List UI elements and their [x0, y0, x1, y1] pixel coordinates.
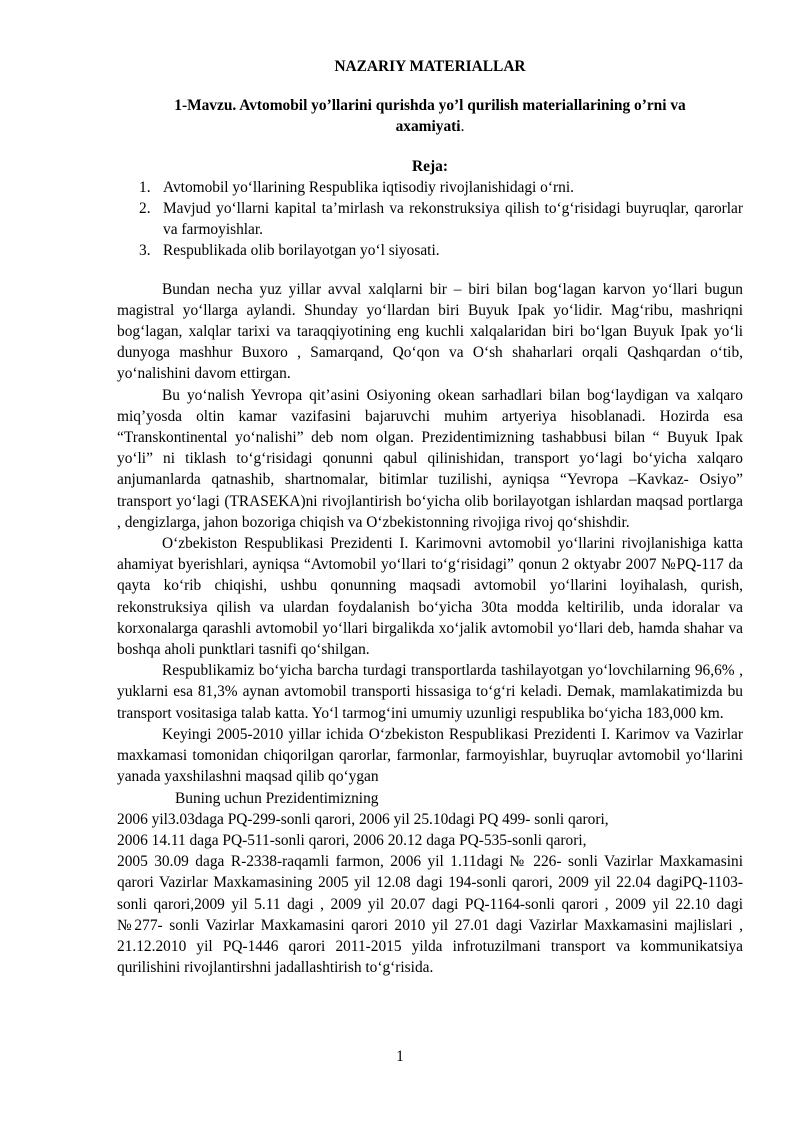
topic-title: [117, 95, 743, 137]
topic-title-period: .: [460, 118, 465, 136]
topic-title-text: 1-Mavzu. Avtomobil yo’llarini qurishda yo’l qurilish materiallarining o’rni va axamiyati: [174, 97, 686, 136]
plan-item: [117, 198, 743, 240]
plan-item-number: 1.: [139, 178, 151, 196]
plan-item-number: 3.: [139, 242, 151, 260]
decrees-intro: Buning uchun Prezidentimizning: [175, 789, 379, 807]
decrees-line: 2006 yil3.03daga PQ-299-sonli qarori, 2006 yil 25.10dagi PQ 499- sonli qarori,: [117, 810, 609, 828]
plan-item: [117, 177, 743, 198]
paragraph-road-law: O‘zbekiston Respublikasi Prezidenti I. Karimovni avtomobil yo‘llarini rivojlanishiga katta ahamiyat byerishlari, ayniqsa “Avtomobil yo‘llari to‘g‘risidagi” qonun 2 oktyabr 2007 №PQ-117 da qayta ko‘rib chiqishi, ushbu qonunning maqsadi avtomobil yo‘llarini loyihalash, qurish, rekonstruksiya qilish va ulardan foydalanish bo‘yicha 30ta modda keltirilib, unda idoralar va korxonalarga qarashli avtomobil yo‘llari birgalikda xo‘jalik avtomobil yo‘llari deb, hamda shahar va boshqa aholi punktlari tasnifi qo‘shilgan.: [117, 535, 743, 659]
document-heading: NAZARIY MATERIALLAR: [334, 58, 526, 75]
plan-list: [117, 177, 743, 262]
plan-item-number: 2.: [139, 200, 151, 218]
plan-item-text: Avtomobil yo‘llarining Respublika iqtisodiy rivojlanishidagi o‘rni.: [163, 178, 574, 196]
paragraph-transcontinental: Bu yo‘nalish Yevropa qit’asini Osiyoning okean sarhadlari bilan bog‘laydigan va xalqaro miq’yosda oltin kamar vazifasini bajaruvchi muhim artyeriya hisoblanadi. Hozirda esa “Transkontinental yo‘nalishi” deb nom olgan. Prezidentimizning tashabbusi bilan “ Buyuk Ipak yo‘li” ni tiklash to‘g‘risidagi qonunni qabul qilinishidan, transport yo‘lagi bo‘yicha xalqaro anjumanlarda qatnashib, shartnomalar, bitimlar tuzilishi, ayniqsa “Yevropa –Kavkaz- Osiyo” transport yo‘lagi (TRASEKA)ni rivojlantirish bo‘yicha olib borilayotgan ishlardan maqsad portlarga , dengizlarga, jahon bozoriga chiqish va O‘zbekistonning rivojiga rivoj qo‘shishdir.: [117, 386, 743, 531]
document-page: [117, 56, 743, 978]
decrees-line: 2005 30.09 daga R-2338-raqamli farmon, 2006 yil 1.11dagi № 226- sonli Vazirlar Maxkamasini qarori Vazirlar Maxkamasining 2005 yil 12.08 dagi 194-sonli qarori, 2009 yil 22.04 dagiPQ-1103- sonli qarori,2009 yil 5.11 dagi , 2009 yil 20.07 dagi PQ-1164-sonli qarori , 2009 yil 22.10 dagi №277- sonli Vazirlar Maxkamasini qarori 2010 yil 27.01 dagi Vazirlar Maxkamasini majlislari , 21.12.2010 yil PQ-1446 qarori 2011-2015 yilda infrotuzilmani transport va kommunikatsiya qurilishini rivojlantirshni jadallashtirish to‘g‘risida.: [117, 853, 743, 977]
paragraph-decisions: Keyingi 2005-2010 yillar ichida O‘zbekiston Respublikasi Prezidenti I. Karimov va Vazirlar maxkamasi tomonidan chiqorilgan qarorlar, farmonlar, farmoyishlar, buyruqlar avtomobil yo‘llarini yanada yaxshilashni maqsad qilib qo‘ygan: [117, 725, 743, 786]
plan-item: [117, 240, 743, 261]
page-number: 1: [396, 1048, 404, 1065]
plan-heading: Reja:: [412, 157, 448, 175]
decrees-line: 2006 14.11 daga PQ-511-sonli qarori, 2006 20.12 daga PQ-535-sonli qarori,: [117, 831, 587, 849]
plan-item-text: Respublikada olib borilayotgan yo‘l siyosati.: [163, 242, 440, 260]
paragraph-transport-share: Respublikamiz bo‘yicha barcha turdagi transportlarda tashilayotgan yo‘lovchilarning 96,6% , yuklarni esa 81,3% aynan avtomobil transporti hissasiga to‘g‘ri keladi. Demak, mamlakatimizda bu transport vositasiga talab katta. Yo‘l tarmog‘ini umumiy uzunligi respublika bo‘yicha 183,000 km.: [117, 662, 743, 722]
plan-item-text: Mavjud yo‘llarni kapital ta’mirlash va rekonstruksiya qilish to‘g‘risidagi buyruqlar, qarorlar va farmoyishlar.: [163, 200, 743, 239]
paragraph-silk-road: Bundan necha yuz yillar avval xalqlarni bir – biri bilan bog‘lagan karvon yo‘llari bugun magistral yo‘llarga aylandi. Shunday yo‘llardan biri Buyuk Ipak yo‘lidir. Mag‘ribu, mashriqni bog‘lagan, xalqlar tarixi va taraqqiyotining eng kuchli xalqalaridan biri bo‘lgan Buyuk Ipak yo‘li dunyoga mashhur Buxoro , Samarqand, Qo‘qon va O‘sh shaharlari orqali Qashqardan o‘tib, yo‘nalishini davom ettirgan.: [117, 280, 743, 383]
